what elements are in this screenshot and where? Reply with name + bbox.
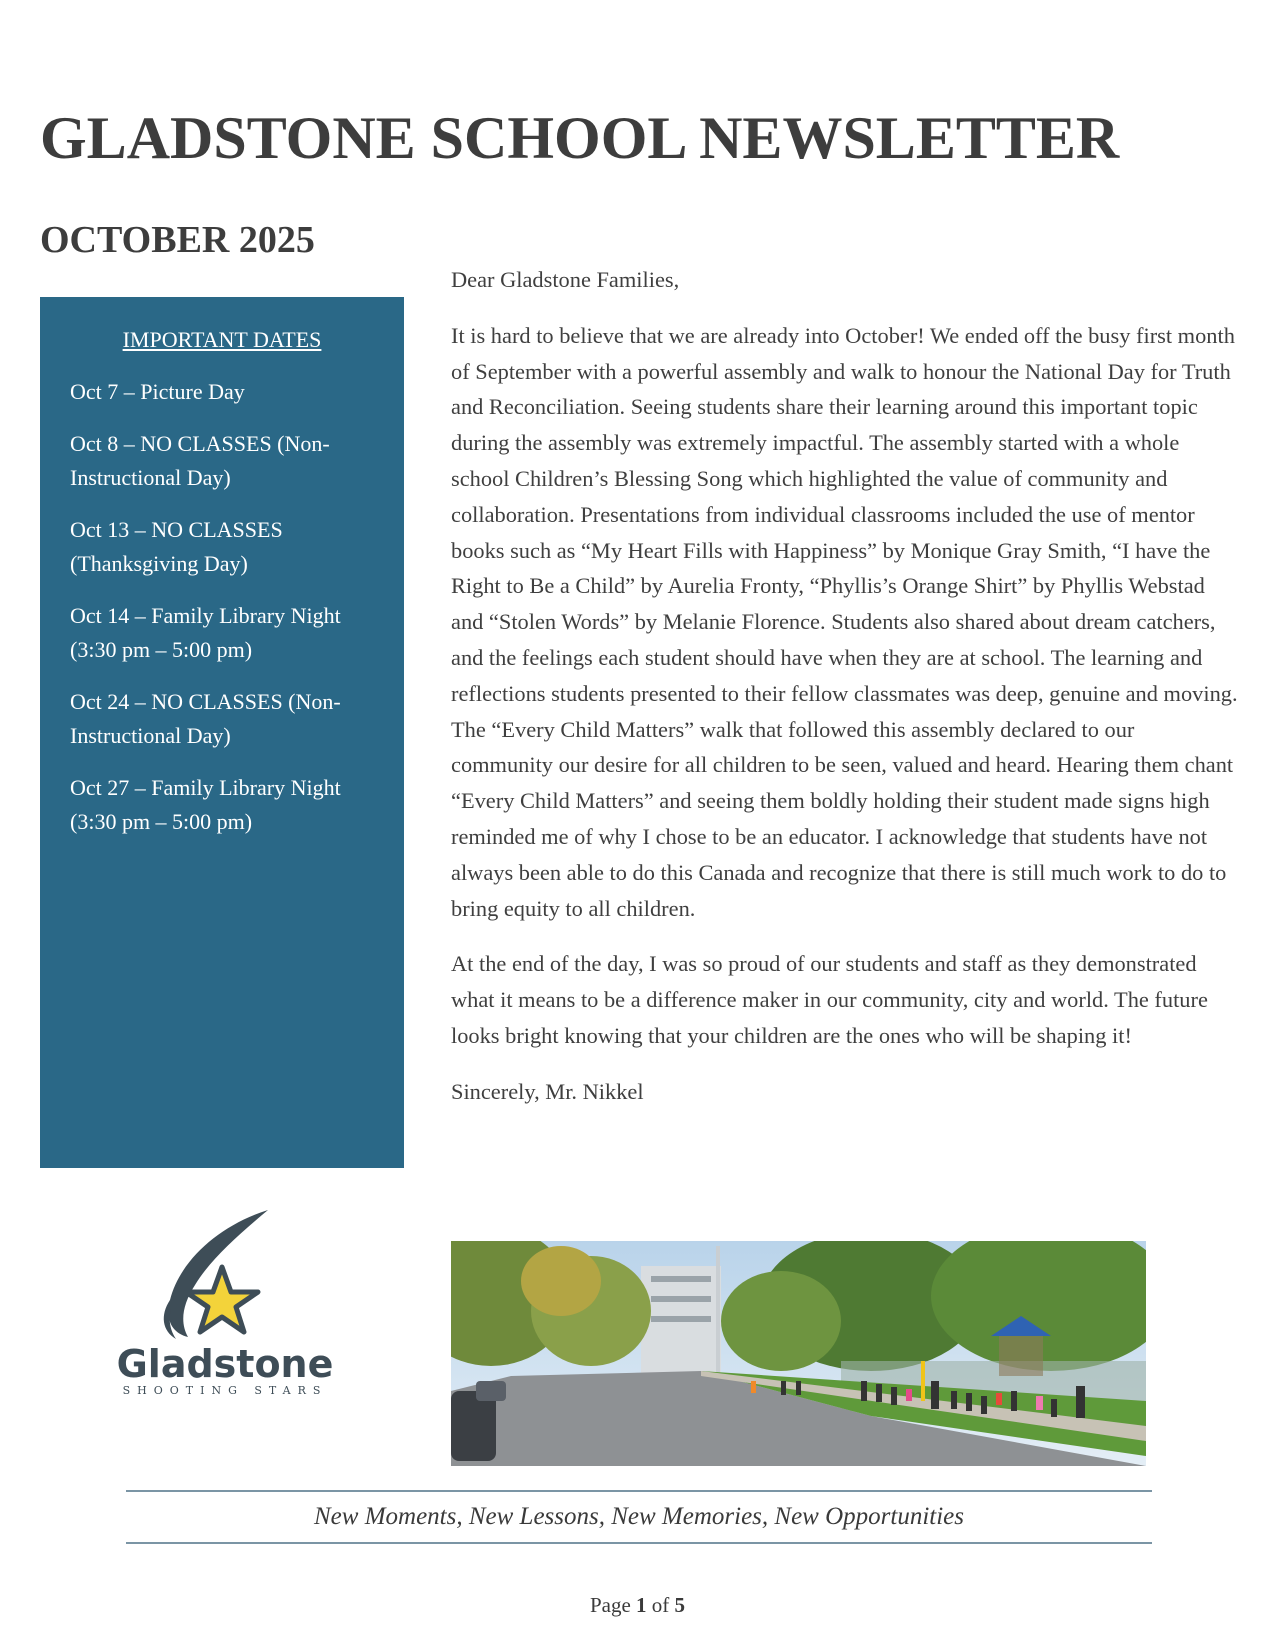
principal-letter [451, 262, 1241, 1130]
important-dates-list [70, 375, 374, 839]
page-total: 5 [674, 1593, 686, 1617]
date-item: Oct 24 – NO CLASSES (Non-Instructional Day) [70, 689, 341, 748]
letter-paragraph: At the end of the day, I was so proud of our students and staff as they demonstrated what it means to be a difference maker in our community, city and world. The future looks bright knowing that your children are the ones who will be shaping it! [451, 951, 1208, 1048]
date-item: Oct 13 – NO CLASSES (Thanksgiving Day) [70, 517, 283, 576]
school-logo [110, 1205, 340, 1395]
important-dates-panel [40, 297, 404, 1168]
letter-signoff: Sincerely, Mr. Nikkel [451, 1078, 644, 1104]
date-item: Oct 27 – Family Library Night (3:30 pm – 5:00 pm) [70, 775, 341, 834]
date-item: Oct 14 – Family Library Night (3:30 pm – 5:00 pm) [70, 603, 341, 662]
students-walking-photo [451, 1241, 1146, 1466]
newsletter-title: GLADSTONE SCHOOL NEWSLETTER [40, 105, 1120, 171]
footer-rule-bottom [126, 1542, 1152, 1544]
page-current: 1 [636, 1593, 647, 1617]
logo-tagline: SHOOTING STARS [122, 1384, 328, 1395]
letter-greeting: Dear Gladstone Families, [451, 267, 680, 292]
page-prefix: Page [589, 1593, 637, 1617]
date-item: Oct 7 – Picture Day [70, 379, 245, 404]
newsletter-month: OCTOBER 2025 [40, 219, 315, 261]
important-dates-heading: IMPORTANT DATES [122, 327, 322, 352]
date-item: Oct 8 – NO CLASSES (Non-Instructional Day) [70, 431, 330, 490]
page-of: of [646, 1593, 675, 1617]
letter-paragraph: It is hard to believe that we are already into October! We ended off the busy first month of September with a powerful assembly and walk to honour the National Day for Truth and Reconciliation. Seeing students share their learning around this important topic during the assembly was extremely impactful. The assembly started with a whole school Children’s Blessing Song which highlighted the value of community and collaboration. Presentations from individual classrooms included the use of mentor books such as “My Heart Fills with Happiness” by Monique Gray Smith, “I have the Right to Be a Child” by Aurelia Fronty, “Phyllis’s Orange Shirt” by Phyllis Webstad and “Stolen Words” by Melanie Florence. Students also shared about dream catchers, and the feelings each student should have when they are at school. The learning and reflections students presented to their fellow classmates was deep, genuine and moving. The “Every Child Matters” walk that followed this assembly declared to our community our desire for all children to be seen, valued and heard. Hearing them chant “Every Child Matters” and seeing them boldly holding their student made signs high reminded me of why I chose to be an educator. I acknowledge that students have not always been able to do this Canada and recognize that there is still much work to do to bring equity to all children. [451, 322, 1238, 921]
leaf-star-icon [110, 1205, 340, 1395]
logo-wordmark: Gladstone [116, 1342, 334, 1386]
page-number [0, 1593, 1275, 1618]
footer-rule-top [126, 1490, 1152, 1492]
footer-tagline: New Moments, New Lessons, New Memories, New Opportunities [314, 1503, 964, 1530]
